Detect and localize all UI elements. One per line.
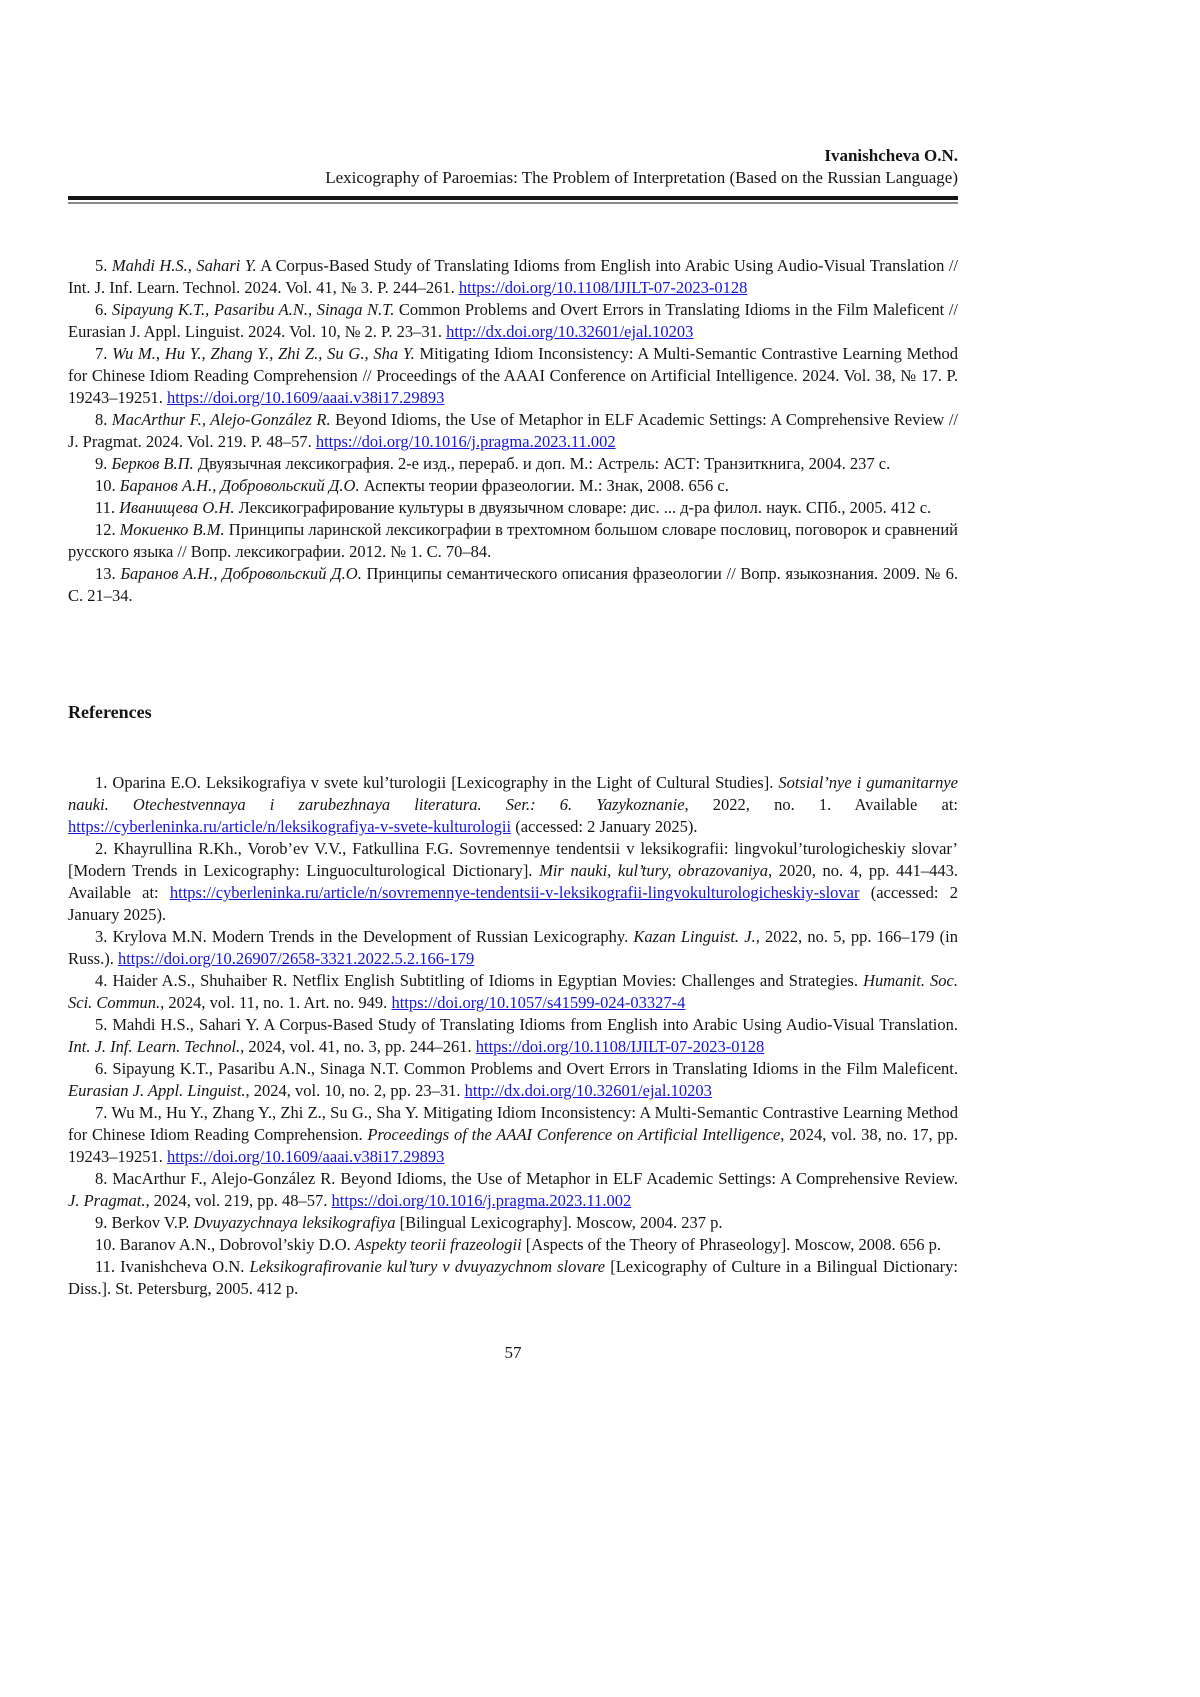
reference-text: (accessed: 2 January 2025). (511, 817, 698, 836)
reference-authors-or-source: Proceedings of the AAAI Conference on Artificial Intelligence (367, 1125, 781, 1144)
reference-text: Wu M., Hu Y., Zhang Y., Zhi Z., Su G., Sha Y. Mitigating Idiom Inconsistency: A Multi-Semantic Contrastive Learning Method for Chinese Idiom Reading Comprehension. (68, 1103, 958, 1144)
reference-number: 9. (95, 454, 108, 473)
reference-authors-or-source: Aspekty teorii frazeologii (354, 1235, 522, 1254)
reference-text: Mitigating Idiom Inconsistency: A Multi-Semantic Contrastive Learning Method for Chinese Idiom Reading Comprehension // Proceedings of the AAAI Conference on Artificial Intelligence. 2024. Vol. 38, № 17. P. 19243–19251. (68, 344, 958, 407)
reference-item (68, 563, 958, 607)
reference-text: Beyond Idioms, the Use of Metaphor in ELF Academic Settings: A Comprehensive Review // J. Pragmat. 2024. Vol. 219. P. 48–57. (68, 410, 958, 451)
reference-authors-or-source: Mahdi H.S., Sahari Y. (111, 256, 257, 275)
reference-link[interactable]: https://doi.org/10.1609/aaai.v38i17.29893 (167, 388, 445, 407)
reference-text: [Lexicography of Culture in a Bilingual Dictionary: Diss.]. St. Petersburg, 2005. 412 p. (68, 1257, 958, 1298)
reference-number: 10. (95, 1235, 116, 1254)
reference-item (68, 838, 958, 926)
reference-authors-or-source: Баранов А.Н., Добровольский Д.О. (119, 476, 360, 495)
reference-link[interactable]: http://dx.doi.org/10.32601/ejal.10203 (464, 1081, 712, 1100)
reference-text: Sipayung K.T., Pasaribu A.N., Sinaga N.T. Common Problems and Overt Errors in Translating Idioms in the Film Maleficent. (112, 1059, 959, 1078)
reference-authors-or-source: Kazan Linguist. J. (633, 927, 756, 946)
reference-text: Mahdi H.S., Sahari Y. A Corpus-Based Study of Translating Idioms from English into Arabic Using Audio-Visual Translation. (112, 1015, 958, 1034)
reference-text: , 2020, no. 4, pp. 441–443. Available at: (68, 861, 959, 902)
reference-number: 5. (95, 256, 108, 275)
reference-item (68, 453, 958, 475)
reference-authors-or-source: Mir nauki, kul’tury, obrazovaniya (539, 861, 769, 880)
reference-number: 7. (95, 1103, 108, 1122)
reference-text: Baranov A.N., Dobrovol’skiy D.O. (119, 1235, 355, 1254)
reference-text: , 2024, vol. 219, pp. 48–57. (145, 1191, 332, 1210)
reference-link[interactable]: https://cyberleninka.ru/article/n/leksikografiya-v-svete-kulturologii (68, 817, 512, 836)
reference-item (68, 1058, 958, 1102)
page-number: 57 (504, 1343, 522, 1362)
references-heading: References (68, 702, 152, 722)
reference-text: Common Problems and Overt Errors in Translating Idioms in the Film Maleficent // Eurasian J. Appl. Linguist. 2024. Vol. 10, № 2. P. 23–31. (68, 300, 959, 341)
reference-item (68, 1168, 958, 1212)
reference-authors-or-source: Sipayung K.T., Pasaribu A.N., Sinaga N.T. (111, 300, 395, 319)
russian-references-list (68, 255, 958, 607)
running-head (68, 0, 958, 204)
reference-item (68, 1014, 958, 1058)
reference-number: 8. (95, 1169, 108, 1188)
reference-number: 1. (95, 773, 108, 792)
running-head-author: Ivanishcheva O.N. (824, 146, 958, 165)
reference-item (68, 926, 958, 970)
reference-item (68, 1212, 958, 1234)
reference-authors-or-source: Leksikografirovanie kul’tury v dvuyazychnom slovare (249, 1257, 606, 1276)
reference-number: 4. (95, 971, 108, 990)
reference-text: , 2024, vol. 10, no. 2, pp. 23–31. (245, 1081, 465, 1100)
header-rule (68, 196, 958, 204)
reference-text: , 2024, vol. 38, no. 17, pp. 19243–19251. (68, 1125, 958, 1166)
reference-text: Принципы ларинской лексикографии в трехтомном большом словаре пословиц, поговорок и сравнений русского языка // Вопр. лексикографии. 2012. № 1. С. 70–84. (68, 520, 959, 561)
reference-link[interactable]: https://doi.org/10.26907/2658-3321.2022.5.2.166-179 (117, 949, 475, 968)
reference-text: A Corpus-Based Study of Translating Idioms from English into Arabic Using Audio-Visual Translation // Int. J. Inf. Learn. Technol. 2024. Vol. 41, № 3. P. 244–261. (68, 256, 959, 297)
reference-text: , 2024, vol. 41, no. 3, pp. 244–261. (240, 1037, 476, 1056)
reference-link[interactable]: https://doi.org/10.1057/s41599-024-03327-4 (391, 993, 686, 1012)
reference-authors-or-source: Sotsial’nye i gumanitarnye nauki. Otechestvennaya i zarubezhnaya literatura. Ser.: 6. Yazykoznanie (68, 773, 959, 814)
reference-authors-or-source: Иванищева О.Н. (119, 498, 235, 517)
reference-authors-or-source: Берков В.П. (111, 454, 194, 473)
reference-link[interactable]: https://doi.org/10.1108/IJILT-07-2023-0128 (458, 278, 748, 297)
reference-text: , 2022, no. 5, pp. 166–179 (in Russ.). (68, 927, 958, 968)
reference-item (68, 497, 958, 519)
reference-text: Ivanishcheva O.N. (120, 1257, 250, 1276)
reference-number: 8. (95, 410, 108, 429)
reference-link[interactable]: https://doi.org/10.1016/j.pragma.2023.11.002 (315, 432, 616, 451)
reference-authors-or-source: MacArthur F., Alejo-González R. (111, 410, 331, 429)
reference-item (68, 299, 958, 343)
english-references-list (68, 772, 958, 1300)
reference-number: 6. (95, 300, 108, 319)
reference-number: 10. (95, 476, 116, 495)
reference-text: Krylova M.N. Modern Trends in the Development of Russian Lexicography. (112, 927, 634, 946)
reference-text: Berkov V.P. (111, 1213, 194, 1232)
running-head-title: Lexicography of Paroemias: The Problem of Interpretation (Based on the Russian Language) (325, 168, 958, 187)
reference-text: Аспекты теории фразеологии. М.: Знак, 2008. 656 с. (359, 476, 729, 495)
reference-number: 6. (95, 1059, 108, 1078)
reference-text: MacArthur F., Alejo-González R. Beyond Idioms, the Use of Metaphor in ELF Academic Settings: A Comprehensive Review. (112, 1169, 958, 1188)
reference-text: , 2022, no. 1. Available at: (684, 795, 958, 814)
reference-item (68, 1234, 958, 1256)
reference-number: 2. (95, 839, 108, 858)
reference-link[interactable]: https://doi.org/10.1108/IJILT-07-2023-0128 (475, 1037, 765, 1056)
reference-authors-or-source: Wu M., Hu Y., Zhang Y., Zhi Z., Su G., Sha Y. (112, 344, 415, 363)
reference-text: Принципы семантического описания фразеологии // Вопр. языкознания. 2009. № 6. С. 21–34. (68, 564, 958, 605)
reference-item (68, 519, 958, 563)
reference-number: 11. (95, 498, 116, 517)
reference-number: 13. (95, 564, 116, 583)
page-content (68, 0, 958, 1364)
reference-number: 3. (95, 927, 108, 946)
reference-item (68, 409, 958, 453)
reference-link[interactable]: https://cyberleninka.ru/article/n/sovremennye-tendentsii-v-leksikografii-lingvokulturologicheskiy-slovar (169, 883, 860, 902)
header-rule-thin (68, 202, 958, 204)
reference-authors-or-source: Dvuyazychnaya leksikografiya (193, 1213, 396, 1232)
header-rule-thick (68, 196, 958, 200)
reference-text: [Bilingual Lexicography]. Moscow, 2004. 237 p. (395, 1213, 723, 1232)
reference-item (68, 255, 958, 299)
reference-authors-or-source: Humanit. Soc. Sci. Commun. (68, 971, 958, 1012)
reference-number: 11. (95, 1257, 116, 1276)
reference-number: 9. (95, 1213, 108, 1232)
reference-item (68, 343, 958, 409)
reference-text: Лексикографирование культуры в двуязычном словаре: дис. ... д-ра филол. наук. СПб., 2005. 412 с. (234, 498, 932, 517)
reference-link[interactable]: http://dx.doi.org/10.32601/ejal.10203 (446, 322, 694, 341)
reference-item (68, 772, 958, 838)
reference-authors-or-source: Int. J. Inf. Learn. Technol. (68, 1037, 241, 1056)
reference-text: Двуязычная лексикография. 2-е изд., перераб. и доп. М.: Астрель: АСТ: Транзиткнига, 2004. 237 с. (193, 454, 891, 473)
reference-number: 7. (95, 344, 108, 363)
reference-item (68, 970, 958, 1014)
reference-text: , 2024, vol. 11, no. 1. Art. no. 949. (160, 993, 392, 1012)
reference-item (68, 1256, 958, 1300)
reference-authors-or-source: J. Pragmat. (68, 1191, 146, 1210)
reference-link[interactable]: https://doi.org/10.1016/j.pragma.2023.11.002 (331, 1191, 632, 1210)
reference-link[interactable]: https://doi.org/10.1609/aaai.v38i17.29893 (167, 1147, 445, 1166)
reference-number: 12. (95, 520, 116, 539)
reference-text: (accessed: 2 January 2025). (68, 883, 958, 924)
reference-item (68, 1102, 958, 1168)
reference-text: Haider A.S., Shuhaiber R. Netflix English Subtitling of Idioms in Egyptian Movies: Challenges and Strategies. (112, 971, 864, 990)
reference-text: Oparina E.O. Leksikografiya v svete kul’turologii [Lexicography in the Light of Cultural Studies]. (112, 773, 779, 792)
reference-authors-or-source: Eurasian J. Appl. Linguist. (68, 1081, 246, 1100)
reference-authors-or-source: Мокиенко В.М. (119, 520, 225, 539)
reference-authors-or-source: Баранов А.Н., Добровольский Д.О. (120, 564, 362, 583)
reference-text: Khayrullina R.Kh., Vorob’ev V.V., Fatkullina F.G. Sovremennye tendentsii v leksikografii: lingvokul’turologicheskiy slovar’ [Modern Trends in Lexicography: Linguoculturological Dictionary]. (68, 839, 959, 880)
reference-item (68, 475, 958, 497)
reference-number: 5. (95, 1015, 108, 1034)
reference-text: [Aspects of the Theory of Phraseology]. Moscow, 2008. 656 p. (521, 1235, 941, 1254)
